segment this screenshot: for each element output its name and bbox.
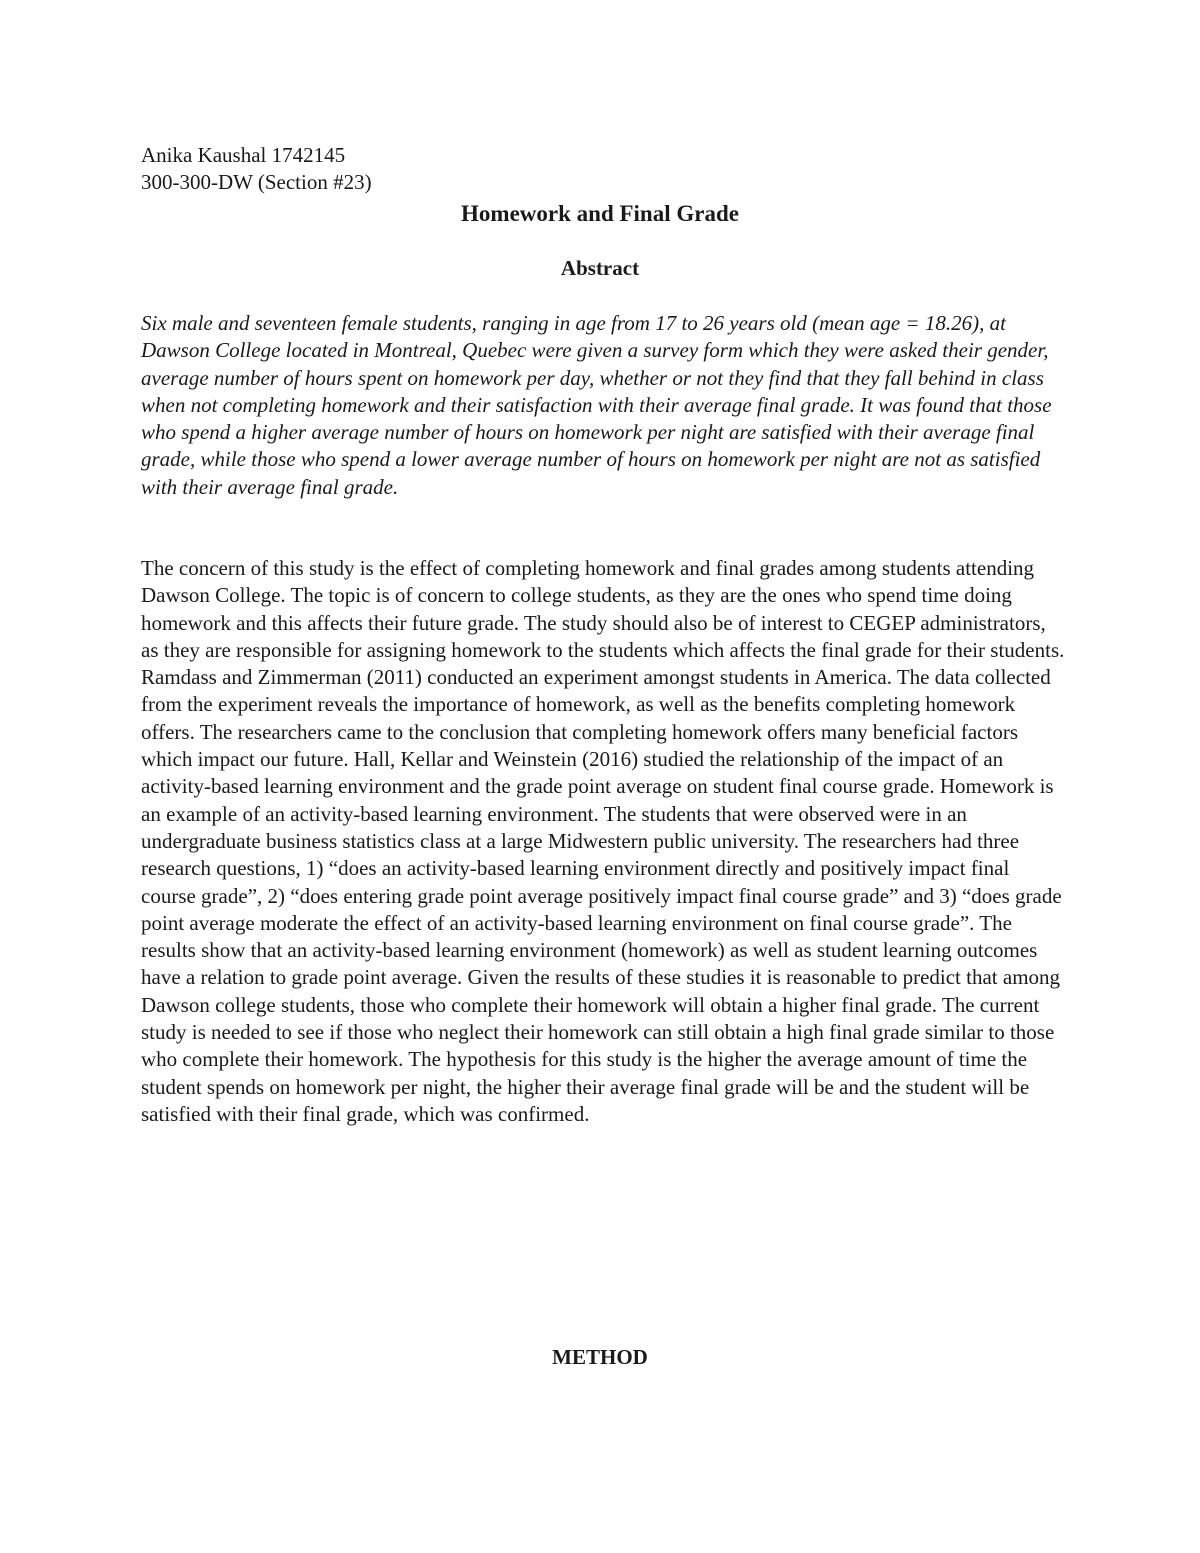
document-title: Homework and Final Grade <box>461 201 739 226</box>
abstract-paragraph: Six male and seventeen female students, ranging in age from 17 to 26 years old (mean age = 18.26), at Dawson College located in Montreal, Quebec were given a survey form which they were asked their gender, average number of hours spent on homework per day, whether or not they find that they fall behind in class when not completing homework and their satisfaction with their average final grade. It was found that those who spend a higher average number of hours on homework per night are satisfied with their average final grade, while those who spend a lower average number of hours on homework per night are not as satisfied with their average final grade. <box>141 311 1052 499</box>
author-line: Anika Kaushal 1742145 <box>141 143 346 167</box>
method-heading: METHOD <box>552 1345 648 1369</box>
introduction-paragraph: The concern of this study is the effect of completing homework and final grades among students attending Dawson College. The topic is of concern to college students, as they are the ones who spend time doing homework and this affects their future grade. The study should also be of interest to CEGEP administrators, as they are responsible for assigning homework to the students which affects the final grade for their students. Ramdass and Zimmerman (2011) conducted an experiment amongst students in America. The data collected from the experiment reveals the importance of homework, as well as the benefits completing homework offers. The researchers came to the conclusion that completing homework offers many beneficial factors which impact our future. Hall, Kellar and Weinstein (2016) studied the relationship of the impact of an activity-based learning environment and the grade point average on student final course grade. Homework is an example of an activity-based learning environment. The students that were observed were in an undergraduate business statistics class at a large Midwestern public university. The researchers had three research questions, 1) “does an activity-based learning environment directly and positively impact final course grade”, 2) “does entering grade point average positively impact final course grade” and 3) “does grade point average moderate the effect of an activity-based learning environment on final course grade”. The results show that an activity-based learning environment (homework) as well as student learning outcomes have a relation to grade point average. Given the results of these studies it is reasonable to predict that among Dawson college students, those who complete their homework will obtain a higher final grade. The current study is needed to see if those who neglect their homework can still obtain a high final grade similar to those who complete their homework. The hypothesis for this study is the higher the average amount of time the student spends on homework per night, the higher their average final grade will be and the student will be satisfied with their final grade, which was confirmed. <box>141 556 1065 1126</box>
course-line: 300-300-DW (Section #23) <box>141 170 372 194</box>
abstract-heading: Abstract <box>560 256 640 280</box>
header-block <box>141 142 372 196</box>
